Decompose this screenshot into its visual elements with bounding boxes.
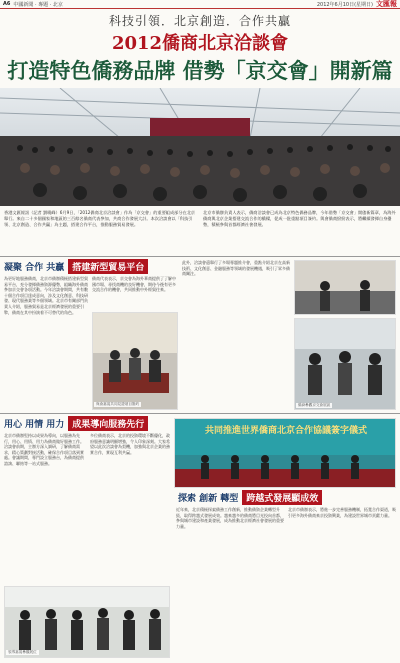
section-header-1: [4, 260, 148, 273]
visitors-photo: [294, 318, 396, 410]
intro-paragraph: 北京市僑辦負責人表示，僑商洽談會已成為北京特色僑務品牌，今年借勢「京交會」開啟新篇章，為海外僑商與北京企業搭建交流合作的橋樑，促成一批重點項目簽約。與會僑商紛紛表示，將繼續發揮自身優勢，積極參與首都經濟社會發展。: [203, 210, 396, 227]
article-text: 北京市僑辦堅持以成果為導向，以服務為先行，用心、用情、用力為僑商做好服務工作。洽談會前期，主辦方深入調研，了解僑商需求，精心策劃對接活動，確保合作項目落到實處。會議期間，專門設立服務台，為僑商提供諮詢、聯絡等一站式服務。: [4, 433, 84, 466]
issue-date: 2012年6月10日(星期日): [316, 1, 373, 8]
article-text: 僑商代表表示，京交會為海外華商提供了了解中國市場、尋找商機的良好機會，期待今後有更多交流合作的機會，共同推動中外經貿往來。: [92, 276, 176, 293]
intro-paragraphs: [4, 210, 396, 254]
divider: [0, 256, 400, 257]
intro-paragraph: 香港文匯報訊（記者 劉曉峰）6月9日，「2012僑商北京洽談會」作為「京交會」的重要組成部分在北京舉行。來自二十多個國家和地區的三百餘名僑商代表參加，共商合作發展大計。本次洽談會以「科技引領、北京創造、合作共贏」為主題，搭建合作平台，推動服務貿易發展。: [4, 210, 196, 227]
page-number: A6: [3, 1, 11, 7]
article-text: 近年來，北京積極探索僑務工作創新，推動僑資企業轉型升級，取得跨越式發展成效。越來越多的僑商將目光投向首都，參與城市建設和產業發展，成為推動北京經濟社會發展的重要力量。: [176, 507, 284, 529]
divider: [0, 413, 400, 414]
section-label: 用心 用情 用力: [4, 420, 65, 430]
article-text: 北京市僑辦表示，將進一步完善服務機制，拓寬合作渠道，吸引更多海外僑商來京投資興業，為建設世界城市貢獻力量。: [288, 507, 396, 518]
photo-caption: 僑商參觀京交會展區: [298, 403, 331, 407]
brand-logo: 文匯報: [376, 0, 397, 8]
article-text: 此外，洽談會還舉行了多場專題推介會，重點介紹北京在高新技術、文化創意、金融服務等領域的發展機遇，吸引了眾多僑商關注。: [182, 260, 290, 277]
section-2-text: [4, 433, 86, 583]
signing-photo: [92, 312, 178, 410]
section-header-2: [4, 417, 148, 430]
masthead-strip: [0, 0, 400, 9]
sub-headline: 打造特色僑務品牌 借勢「京交會」開新篇: [7, 59, 393, 83]
section-label: 中國新聞 · 專題 · 北京: [13, 1, 63, 8]
dignitaries-tour-photo: [4, 586, 170, 658]
main-headline: 2012僑商北京洽談會: [111, 33, 289, 54]
section-header-3: [178, 491, 322, 504]
section-1-text-2: [92, 276, 178, 310]
section-3-text: [176, 507, 284, 657]
expo-booth-photo: [294, 260, 396, 315]
section-title: 成果導向服務先行: [68, 416, 148, 431]
section-title: 搭建新型貿易平台: [68, 259, 148, 274]
banner-text: 共同推進世界僑商北京合作協議簽字儀式: [204, 426, 368, 436]
conference-hall-photo: [0, 88, 400, 206]
section-1-text: [4, 276, 90, 410]
section-3-text-2: [288, 507, 396, 657]
signing-ceremony-photo: [174, 418, 396, 488]
photo-caption: 與會嘉賓共同見證項目簽約: [96, 402, 140, 406]
section-2-text-2: [90, 433, 170, 583]
section-label: 凝聚 合作 共贏: [4, 263, 65, 273]
middle-column-text: [182, 260, 290, 410]
section-title: 跨越式發展顯成效: [242, 490, 322, 505]
kicker-title: 科技引領．北京創造．合作共贏: [108, 14, 291, 28]
article-text: 為更好地服務僑商，北京市僑辦積極搭建新型貿易平台，充分發揮僑務資源優勢，組織海外僑商參加京交會各項活動。今年洽談會期間，共有數十個合作項目達成意向，涉及文化創意、科技研發、現代服務業等多個領域。北京市有關部門負責人介紹，服務貿易是北京經濟發展的重要引擎，僑商在其中扮演着不可替代的角色。: [4, 276, 88, 315]
section-label: 探索 創新 轉型: [178, 494, 239, 504]
photo-caption: 領導嘉賓參觀展位: [8, 650, 37, 654]
article-text: 多位僑商表示，北京的投資環境不斷優化，政府服務意識明顯增強，令人印象深刻。大家希望以此次洽談會為契機，加強與北京企業的務實合作，實現互利共贏。: [90, 433, 170, 455]
